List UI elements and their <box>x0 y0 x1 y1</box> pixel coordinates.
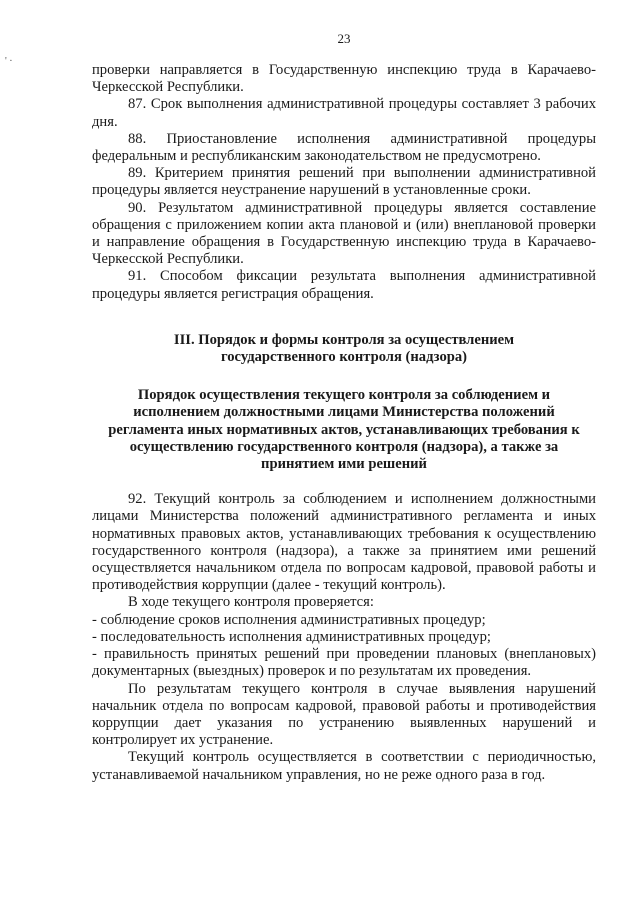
paragraph-continuation: проверки направляется в Государственную инспекцию труда в Карачаево-Черкесской Республики. <box>92 62 596 96</box>
subsection-heading-line: принятием ими решений <box>261 456 427 473</box>
list-item: - соблюдение сроков исполнения административных процедур; <box>92 611 486 628</box>
section-heading-line: III. Порядок и формы контроля за осуществлением <box>173 331 515 348</box>
subsection-heading-line: исполнением должностными лицами Министерства положений <box>133 404 555 421</box>
paragraph-89: 89. Критерием принятия решений при выполнении административной процедуры является неустранение нарушений в установленные сроки. <box>92 165 596 199</box>
section-heading <box>92 332 596 366</box>
body-paragraphs <box>92 491 596 783</box>
paragraph-91: 91. Способом фиксации результата выполнения административной процедуры является регистрация обращения. <box>92 268 596 302</box>
subsection-heading-line: осуществлению государственного контроля (надзора), а также за <box>129 438 559 455</box>
page-number: 23 <box>337 31 351 46</box>
paragraph-periodicity: Текущий контроль осуществляется в соответствии с периодичностью, устанавливаемой начальником управления, но не реже одного раза в год. <box>92 749 596 783</box>
paragraph-87: 87. Срок выполнения административной процедуры составляет 3 рабочих дня. <box>92 96 596 130</box>
paragraph-checks-intro: В ходе текущего контроля проверяется: <box>128 594 374 611</box>
list-item: - последовательность исполнения административных процедур; <box>92 628 491 645</box>
list-item: - правильность принятых решений при проведении плановых (внеплановых) документарных (выездных) проверок и по результатам их проведения. <box>92 646 596 680</box>
paragraph-88: 88. Приостановление исполнения административной процедуры федеральным и республиканским законодательством не предусмотрено. <box>92 130 596 165</box>
scan-marks: ' · <box>5 56 13 67</box>
subsection-heading-line: Порядок осуществления текущего контроля за соблюдением и <box>137 387 551 404</box>
subsection-heading-line: регламента иных нормативных актов, устанавливающих требования к <box>108 421 580 438</box>
subsection-heading <box>92 387 596 473</box>
paragraph-92: 92. Текущий контроль за соблюдением и исполнением должностными лицами Министерства положений административного регламента и иных нормативных правовых актов, устанавливающих требования к осуществлению государственного контроля (надзора), а также за принятием ими решений осуществляется начальником отдела по вопросам кадровой, правовой работы и противодействия коррупции (далее - текущий контроль). <box>92 491 596 594</box>
section-heading-line: государственного контроля (надзора) <box>220 349 468 366</box>
paragraph-results: По результатам текущего контроля в случае выявления нарушений начальник отдела по вопросам кадровой, правовой работы и противодействия коррупции дает указания по устранению выявленных нарушений и контролирует их устранение. <box>92 680 596 749</box>
intro-paragraphs <box>92 62 596 303</box>
paragraph-90: 90. Результатом административной процедуры является составление обращения с приложением копии акта плановой и (или) внеплановой проверки и направление обращения в Государственную инспекцию труда в Карачаево-Черкесской Республики. <box>92 199 596 268</box>
